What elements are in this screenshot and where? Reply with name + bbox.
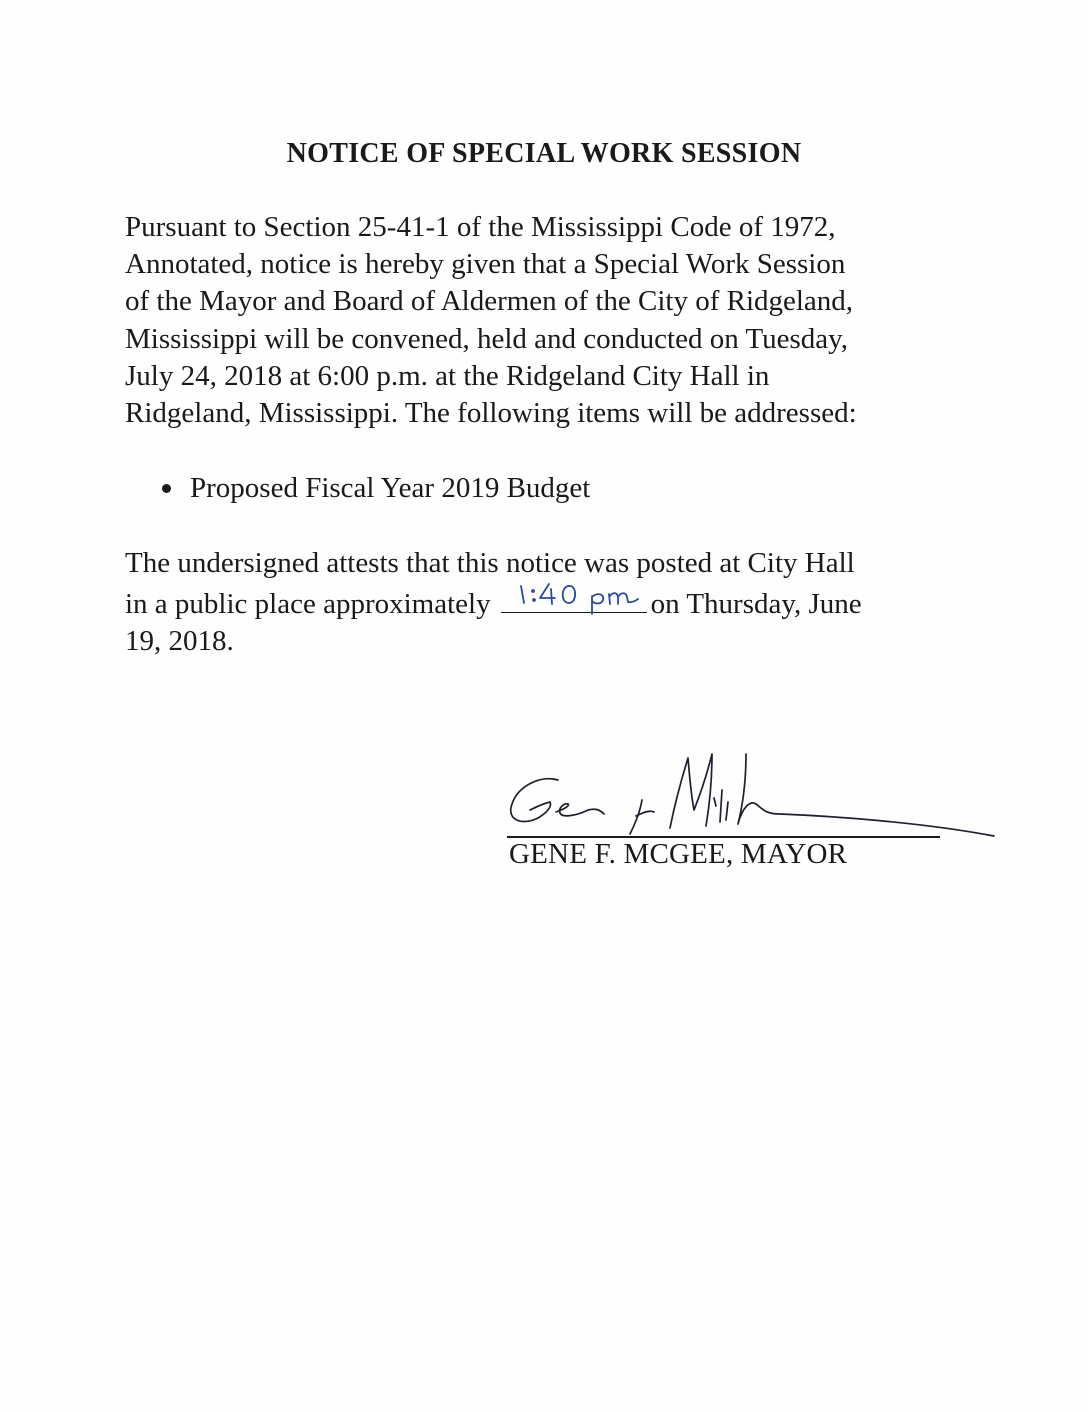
agenda-items: [160, 472, 590, 505]
intro-line: Ridgeland, Mississippi. The following items will be addressed:: [125, 397, 857, 430]
intro-line: Mississippi will be convened, held and conducted on Tuesday,: [125, 322, 849, 355]
intro-line: of the Mayor and Board of Aldermen of the City of Ridgeland,: [125, 285, 854, 318]
intro-line: Annotated, notice is hereby given that a Special Work Session: [125, 248, 846, 281]
intro-line: Pursuant to Section 25-41-1 of the Mississippi Code of 1972,: [125, 211, 836, 243]
bullet-icon: [162, 484, 171, 493]
attest-line: 19, 2018.: [125, 625, 234, 658]
agenda-item-label: Proposed Fiscal Year 2019 Budget: [190, 472, 591, 504]
intro-line: July 24, 2018 at 6:00 p.m. at the Ridgeland City Hall in: [125, 359, 770, 392]
attest-paragraph: [125, 545, 955, 661]
notice-title: NOTICE OF SPECIAL WORK SESSION: [286, 138, 802, 169]
agenda-item: [160, 472, 590, 505]
signature-image: [500, 730, 1010, 850]
intro-paragraph: [125, 209, 955, 432]
attest-line: The undersigned attests that this notice was posted at City Hall: [125, 547, 855, 579]
handwritten-time: [507, 570, 652, 618]
time-blank: [501, 582, 647, 613]
attest-line-text: on Thursday, June: [650, 588, 862, 621]
attest-line: [125, 582, 955, 623]
signature-block: [500, 730, 1010, 850]
attest-line-text: in a public place approximately: [125, 588, 491, 621]
signatory-name: GENE F. MCGEE, MAYOR: [509, 838, 848, 870]
